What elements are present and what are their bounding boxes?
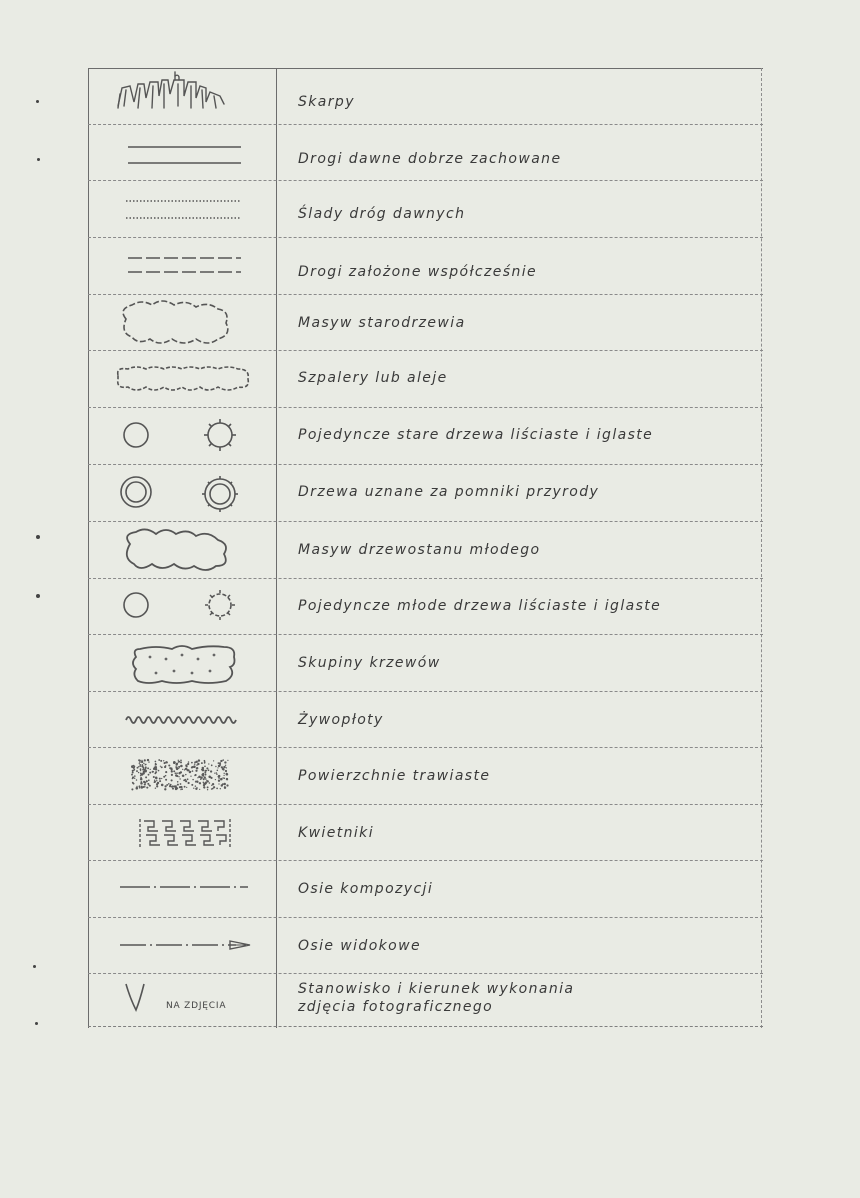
shrub-group-outline-symbol xyxy=(96,635,268,692)
grass-stipple-dot xyxy=(223,783,226,786)
grass-stipple-dot xyxy=(217,770,219,772)
grass-stipple-dot xyxy=(145,782,147,784)
grass-stipple-dot xyxy=(146,780,148,782)
legend-label: Żywopłoty xyxy=(298,712,384,728)
grass-stipple-dot xyxy=(210,770,212,772)
grass-stipple-dot xyxy=(136,779,138,781)
grass-stipple-dot xyxy=(170,784,172,786)
grass-stipple-dot xyxy=(225,765,226,766)
grass-stipple-dot xyxy=(216,788,218,790)
grass-stipple-dot xyxy=(134,775,136,777)
grass-stipple-dot xyxy=(143,763,144,764)
grass-stipple-dot xyxy=(160,760,162,762)
grass-stipple-dot xyxy=(197,777,198,778)
grass-stipple-dot xyxy=(183,779,185,781)
grass-stipple-dot xyxy=(150,769,151,770)
grass-stipple-dot xyxy=(145,766,147,768)
legend-row-old-road-traces xyxy=(88,181,763,238)
grass-stipple-dot xyxy=(158,759,160,761)
grass-stipple-dot xyxy=(220,778,223,781)
grass-stipple-dot xyxy=(155,777,158,780)
grass-stipple-dot xyxy=(176,775,178,777)
grass-stipple-dot xyxy=(165,765,167,767)
grass-stipple-dot xyxy=(153,776,155,778)
double-solid-line-symbol xyxy=(96,125,268,181)
grass-stipple-dot xyxy=(166,784,168,786)
grass-stipple-dot xyxy=(204,770,206,772)
grass-stipple-dot xyxy=(172,785,174,787)
legend-label: Pojedyncze młode drzewa liściaste i iglaste xyxy=(298,598,662,614)
grass-stipple-dot xyxy=(155,764,157,766)
grass-stipple-dot xyxy=(204,773,206,775)
grass-stipple-dot xyxy=(206,783,207,784)
grass-stipple-dot xyxy=(209,782,211,784)
grass-stipple-dot xyxy=(224,786,226,788)
grass-stipple-dot xyxy=(139,787,141,789)
grass-stipple-dot xyxy=(146,787,148,789)
grass-stipple-dot xyxy=(159,780,161,782)
grass-stipple-dot xyxy=(223,775,224,776)
grass-stipple-dot xyxy=(153,771,154,772)
grass-stipple-dot xyxy=(199,789,200,790)
circle-and-spiked-circle-symbol xyxy=(96,408,268,465)
grass-stipple-dot xyxy=(154,781,156,783)
grass-stipple-dot xyxy=(148,761,149,762)
grass-stipple-dot xyxy=(225,770,227,772)
grass-stipple-dot xyxy=(207,786,209,788)
grass-stipple-dot xyxy=(145,776,147,778)
legend-row-grass-areas xyxy=(88,748,763,805)
legend-label: Drogi założone współcześnie xyxy=(298,264,538,280)
grass-stipple-dot xyxy=(133,783,134,784)
grass-stipple-dot xyxy=(195,781,196,782)
grass-stipple-dot xyxy=(172,788,174,790)
grass-stipple-dot xyxy=(132,772,134,774)
grass-stipple-dot xyxy=(178,760,179,761)
grass-stipple-dot xyxy=(193,765,196,768)
grass-stipple-dot xyxy=(203,786,205,788)
grass-stipple-dot xyxy=(226,779,227,780)
grass-stipple-dot xyxy=(185,774,186,775)
grass-stipple-dot xyxy=(216,773,218,775)
margin-dot xyxy=(33,965,36,968)
grass-stipple-dot xyxy=(213,786,215,788)
legend-label: Skarpy xyxy=(298,94,355,110)
grass-stipple-dot xyxy=(208,763,209,764)
grass-stipple-dot xyxy=(193,788,194,789)
grass-stipple-dot xyxy=(171,770,173,772)
grass-stipple-dot xyxy=(141,765,143,767)
grass-stipple-dot xyxy=(159,778,161,780)
grass-stipple-dot xyxy=(218,765,221,768)
grass-stipple-dot xyxy=(222,759,224,761)
grass-stipple-dot xyxy=(180,789,181,790)
legend-label: Osie widokowe xyxy=(298,938,421,954)
legend-label xyxy=(298,980,755,1016)
grass-stipple-dot xyxy=(165,775,167,777)
grass-stipple-dot xyxy=(148,779,150,781)
grass-stipple-dot xyxy=(219,762,221,764)
grass-stipple-dot xyxy=(155,768,158,771)
legend-row-composition-axes xyxy=(88,861,763,918)
grass-stipple-dot xyxy=(141,786,143,788)
grass-stipple-dot xyxy=(218,775,220,777)
grass-stipple-dot xyxy=(140,770,141,771)
legend-table xyxy=(88,68,763,1028)
grass-stipple-dot xyxy=(204,765,206,767)
grass-stipple-dot xyxy=(149,772,151,774)
grass-stipple-dot xyxy=(192,779,193,780)
grass-stipple-dot xyxy=(164,762,166,764)
grass-stipple-dot xyxy=(161,784,164,787)
wavy-line-symbol xyxy=(96,692,268,748)
grass-stipple-dot xyxy=(187,763,189,765)
grass-stipple-dot xyxy=(147,767,149,769)
grass-stipple-dot xyxy=(136,787,139,790)
grass-stipple-dot xyxy=(161,766,163,768)
legend-row-photo-position xyxy=(88,974,763,1026)
grass-stipple-dot xyxy=(154,767,156,769)
grass-stipple-dot xyxy=(211,765,213,767)
legend-label: Szpalery lub aleje xyxy=(298,370,448,386)
grass-stipple-dot xyxy=(155,761,157,763)
grass-stipple-dot xyxy=(168,764,170,766)
grass-stipple-dot xyxy=(140,778,143,781)
grass-stipple-dot xyxy=(144,783,146,785)
grass-stipple-dot xyxy=(140,768,142,770)
grass-stipple-dot xyxy=(186,787,187,788)
grass-stipple-dot xyxy=(166,762,168,764)
grass-stipple-dot xyxy=(220,788,221,789)
grass-stipple-dot xyxy=(180,759,182,761)
grass-stipple-dot xyxy=(198,776,200,778)
grass-stipple-dot xyxy=(180,783,182,785)
legend-row-single-old-trees xyxy=(88,408,763,465)
grass-stipple-dot xyxy=(175,772,177,774)
grass-stipple-dot xyxy=(146,770,148,772)
legend-row-single-young-trees xyxy=(88,579,763,635)
grass-stipple-dot xyxy=(215,779,216,780)
legend-label-line2: zdjęcia fotograficznego xyxy=(298,999,494,1015)
grass-stipple-dot xyxy=(155,771,157,773)
legend-label: Ślady dróg dawnych xyxy=(298,206,466,222)
grass-stipple-dot xyxy=(181,788,183,790)
grass-stipple-dot xyxy=(205,778,206,779)
grass-stipple-dot xyxy=(204,762,206,764)
grass-stipple-dot xyxy=(204,771,206,773)
grass-stipple-dot xyxy=(178,768,179,769)
grass-stipple-dot xyxy=(143,768,145,770)
legend-label: Drogi dawne dobrze zachowane xyxy=(298,151,562,167)
grass-stipple-dot xyxy=(222,777,223,778)
grass-stipple-dot xyxy=(190,771,191,772)
grass-stipple-dot xyxy=(145,764,147,766)
legend-row-modern-roads xyxy=(88,238,763,295)
grass-stipple-dot xyxy=(173,761,176,764)
escarpment-hatch-symbol xyxy=(96,68,268,125)
grass-stipple-dot xyxy=(196,767,198,769)
grass-stipple-dot xyxy=(176,768,179,771)
grass-stipple-dot xyxy=(169,767,171,769)
legend-label: Pojedyncze stare drzewa liściaste i iglaste xyxy=(298,427,654,443)
symbol-caption: NA ZDJĘCIA xyxy=(166,1001,227,1011)
grass-stipple-dot xyxy=(173,770,175,772)
grass-stipple-dot xyxy=(177,781,179,783)
legend-label: Osie kompozycji xyxy=(298,881,434,897)
grass-stipple-dot xyxy=(218,779,220,781)
dashed-chain-cloud-symbol xyxy=(96,351,268,408)
grass-stipple-dot xyxy=(136,786,137,787)
grass-stipple-dot xyxy=(131,788,133,790)
grass-stipple-dot xyxy=(161,778,162,779)
legend-row-natural-monuments xyxy=(88,465,763,522)
grass-stipple-dot xyxy=(195,761,197,763)
grass-stipple-dot xyxy=(215,766,216,767)
grass-stipple-dot xyxy=(165,771,167,773)
grass-stipple-dot xyxy=(164,788,166,790)
legend-row-old-roads-well-preserved xyxy=(88,125,763,181)
grass-stipple-dot xyxy=(212,783,214,785)
legend-label: Skupiny krzewów xyxy=(298,655,441,671)
grass-stipple-dot xyxy=(204,776,206,778)
legend-row-shrub-groups xyxy=(88,635,763,692)
grass-stipple-dot xyxy=(156,783,158,785)
grass-stipple-dot xyxy=(180,786,183,789)
grass-stipple-dot xyxy=(164,785,166,787)
grass-stipple-dot xyxy=(148,774,150,776)
grass-stipple-dot xyxy=(176,764,178,766)
grass-stipple-dot xyxy=(207,789,208,790)
grass-stipple-dot xyxy=(175,766,177,768)
grass-stipple-dot xyxy=(140,766,141,767)
margin-dot xyxy=(37,158,40,161)
margin-dot xyxy=(35,1022,38,1025)
grass-stipple-dot xyxy=(194,763,196,765)
grass-stipple-dot xyxy=(160,766,161,767)
grass-stipple-dot xyxy=(180,761,182,763)
grass-stipple-dot xyxy=(144,759,146,761)
grass-stipple-dot xyxy=(156,785,158,787)
grass-stipple-dot xyxy=(163,776,165,778)
grass-stipple-dot xyxy=(176,785,177,786)
grass-stipple-dot xyxy=(141,761,143,763)
grass-stipple-dot xyxy=(163,760,164,761)
grass-stipple-dot xyxy=(226,784,228,786)
grass-stipple-dot xyxy=(190,776,191,777)
double-dashed-line-symbol xyxy=(96,238,268,295)
grass-stipple-dot xyxy=(201,769,202,770)
legend-label: Powierzchnie trawiaste xyxy=(298,768,491,784)
grass-stipple-dot xyxy=(221,766,223,768)
legend-row-young-stand xyxy=(88,522,763,579)
grass-stipple-dot xyxy=(131,774,133,776)
grass-stipple-dot xyxy=(137,767,139,769)
grass-stipple-dot xyxy=(149,785,151,787)
legend-row-view-axes xyxy=(88,918,763,974)
grass-stipple-dot xyxy=(195,785,197,787)
legend-row-old-growth-stand xyxy=(88,295,763,351)
grass-stipple-dot xyxy=(185,764,187,766)
camera-position-v-symbol xyxy=(96,974,268,1026)
grass-stipple-dot xyxy=(204,760,206,762)
grass-stipple-dot xyxy=(220,760,222,762)
grass-stipple-dot xyxy=(221,784,223,786)
grass-stipple-dot xyxy=(180,771,182,773)
grass-stipple-dot xyxy=(139,763,140,764)
legend-label: Masyw drzewostanu młodego xyxy=(298,542,541,558)
grass-stipple-dot xyxy=(155,787,156,788)
grass-stipple-dot xyxy=(138,759,140,761)
grass-stipple-dot xyxy=(178,766,180,768)
legend-row-flowerbeds xyxy=(88,805,763,861)
grass-stipple-dot xyxy=(211,788,213,790)
legend-label: Drzewa uznane za pomniki przyrody xyxy=(298,484,600,500)
grass-stipple-dot xyxy=(171,774,173,776)
grass-stipple-dot xyxy=(191,784,193,786)
grass-stipple-dot xyxy=(138,766,139,767)
grass-stipple-dot xyxy=(198,759,200,761)
grass-stipple-dot xyxy=(227,760,228,761)
table-border xyxy=(88,1026,763,1027)
grass-stipple-dot xyxy=(195,770,197,772)
grass-stipple-dot xyxy=(180,765,183,768)
grass-stipple-dot xyxy=(195,774,197,776)
grass-stipple-dot xyxy=(158,770,160,772)
grass-stipple-dot xyxy=(196,780,198,782)
grass-stipple-dot xyxy=(139,764,141,766)
double-dotted-line-symbol xyxy=(96,181,268,238)
grass-stipple-dot xyxy=(178,761,179,762)
grass-stipple-dot xyxy=(216,772,217,773)
grass-stipple-dot xyxy=(156,780,157,781)
margin-dot xyxy=(36,535,40,539)
grass-stipple-dot xyxy=(182,769,183,770)
grass-stipple-dot xyxy=(192,770,194,772)
grass-stipple-dot xyxy=(201,774,204,777)
grass-stipple-dot xyxy=(223,773,224,774)
grass-stipple-dot xyxy=(133,770,134,771)
grass-stipple-dot xyxy=(136,770,138,772)
grass-stipple-dot xyxy=(199,782,201,784)
legend-row-hedges xyxy=(88,692,763,748)
margin-dot xyxy=(36,594,40,598)
grass-stipple-dot xyxy=(140,782,143,785)
grass-stipple-dot xyxy=(184,786,186,788)
grass-stipple-dot xyxy=(179,778,180,779)
grass-stipple-dot xyxy=(177,784,179,786)
grass-stipple-dot xyxy=(226,773,227,774)
legend-row-avenues xyxy=(88,351,763,408)
grass-stipple-dot xyxy=(201,762,203,764)
grass-stipple-dot xyxy=(203,782,205,784)
grass-stipple-dot xyxy=(187,778,189,780)
grass-stipple-dot xyxy=(191,762,193,764)
grass-stipple-dot xyxy=(153,768,155,770)
grass-stipple-dot xyxy=(213,760,214,761)
legend-label: Masyw starodrzewia xyxy=(298,315,466,331)
grass-stipple-dot xyxy=(171,779,173,781)
grass-stipple-dot xyxy=(188,782,190,784)
dashed-cloud-symbol xyxy=(96,295,268,351)
legend-label: Kwietniki xyxy=(298,825,374,841)
grass-stipple-dot xyxy=(197,763,199,765)
solid-cloud-symbol xyxy=(96,522,268,579)
small-circle-and-dashed-spiked-circle-symbol xyxy=(96,579,268,635)
grass-stipple-dot xyxy=(138,772,139,773)
grass-stipple-dot xyxy=(218,783,219,784)
grass-stipple-dot xyxy=(223,766,225,768)
grass-stipple-dot xyxy=(176,788,178,790)
flowerbed-pattern-symbol xyxy=(96,805,268,861)
grass-stipple-dot xyxy=(217,767,218,768)
stippled-rectangle-symbol xyxy=(96,748,268,805)
grass-stipple-dot xyxy=(168,783,170,785)
dash-dot-line-symbol xyxy=(96,861,268,918)
grass-stipple-dot xyxy=(224,761,226,763)
grass-stipple-dot xyxy=(182,775,185,778)
grass-stipple-dot xyxy=(208,769,210,771)
grass-stipple-dot xyxy=(176,772,178,774)
grass-stipple-dot xyxy=(226,767,227,768)
grass-stipple-dot xyxy=(185,780,187,782)
grass-stipple-dot xyxy=(206,767,208,769)
grass-stipple-dot xyxy=(210,777,212,779)
grass-stipple-dot xyxy=(144,786,146,788)
grass-stipple-dot xyxy=(178,776,179,777)
grass-stipple-dot xyxy=(188,761,190,763)
dash-dot-arrow-symbol xyxy=(96,918,268,974)
grass-stipple-dot xyxy=(132,776,134,778)
margin-dot xyxy=(36,100,39,103)
grass-stipple-dot xyxy=(147,759,149,761)
grass-stipple-dot xyxy=(133,767,135,769)
grass-stipple-dot xyxy=(196,787,197,788)
grass-stipple-dot xyxy=(214,773,215,774)
double-circle-pair-symbol xyxy=(96,465,268,522)
legend-label-line1: Stanowisko i kierunek wykonania xyxy=(298,981,575,997)
legend-row-escarpments xyxy=(88,68,763,125)
grass-stipple-dot xyxy=(186,768,187,769)
grass-stipple-dot xyxy=(165,779,167,781)
grass-stipple-dot xyxy=(141,773,143,775)
